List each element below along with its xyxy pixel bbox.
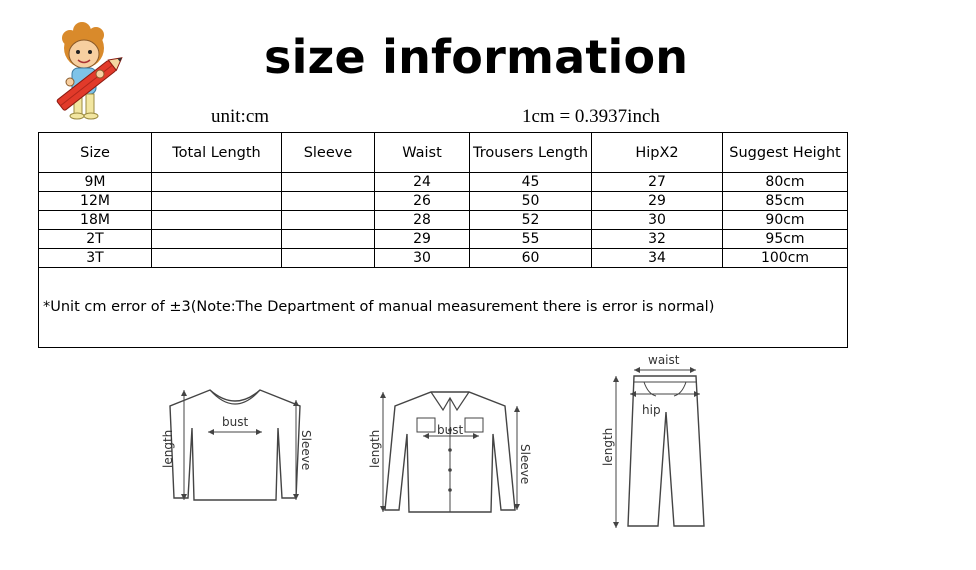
sweater-length-label: length bbox=[161, 429, 175, 468]
cell-suggest-height: 85cm bbox=[723, 192, 848, 211]
cell-waist: 24 bbox=[375, 173, 470, 192]
cell-hip: 32 bbox=[592, 230, 723, 249]
cell-waist: 28 bbox=[375, 211, 470, 230]
cell-trousers-length: 52 bbox=[470, 211, 592, 230]
table-row bbox=[39, 211, 848, 230]
cell-waist: 26 bbox=[375, 192, 470, 211]
shirt-length-label: length bbox=[368, 429, 382, 468]
pants-hip-label: hip bbox=[642, 403, 661, 417]
cell-waist: 29 bbox=[375, 230, 470, 249]
cell-total-length bbox=[152, 230, 282, 249]
kid-with-pencil-icon bbox=[48, 22, 132, 122]
cell-sleeve bbox=[282, 192, 375, 211]
shirt-sleeve-label: Sleeve bbox=[518, 444, 532, 485]
pants-measure-diagram bbox=[596, 350, 726, 540]
sweater-measure-diagram bbox=[150, 380, 320, 515]
cell-trousers-length: 60 bbox=[470, 249, 592, 268]
table-row bbox=[39, 192, 848, 211]
cell-sleeve bbox=[282, 173, 375, 192]
header-hip: HipX2 bbox=[592, 133, 723, 173]
cell-sleeve bbox=[282, 249, 375, 268]
cell-waist: 30 bbox=[375, 249, 470, 268]
page-title: size information bbox=[264, 30, 689, 84]
cell-size: 18M bbox=[39, 211, 152, 230]
sweater-bust-label: bust bbox=[222, 415, 249, 429]
measurement-note: *Unit cm error of ±3(Note:The Department of manual measurement there is error is normal) bbox=[39, 268, 848, 348]
unit-label: unit:cm bbox=[211, 106, 270, 127]
cell-size: 12M bbox=[39, 192, 152, 211]
cell-trousers-length: 50 bbox=[470, 192, 592, 211]
header-size: Size bbox=[39, 133, 152, 173]
cell-trousers-length: 45 bbox=[470, 173, 592, 192]
cell-total-length bbox=[152, 173, 282, 192]
cell-size: 9M bbox=[39, 173, 152, 192]
pants-outline bbox=[628, 376, 704, 526]
cell-hip: 34 bbox=[592, 249, 723, 268]
cell-size: 3T bbox=[39, 249, 152, 268]
table-row bbox=[39, 249, 848, 268]
pants-length-label: length bbox=[601, 427, 615, 466]
cell-total-length bbox=[152, 249, 282, 268]
header-waist: Waist bbox=[375, 133, 470, 173]
shirt-measure-diagram bbox=[365, 384, 535, 524]
header-sleeve: Sleeve bbox=[282, 133, 375, 173]
cell-hip: 27 bbox=[592, 173, 723, 192]
pants-waist-label: waist bbox=[648, 353, 680, 367]
size-table bbox=[38, 132, 848, 348]
cell-size: 2T bbox=[39, 230, 152, 249]
cell-suggest-height: 80cm bbox=[723, 173, 848, 192]
table-row bbox=[39, 173, 848, 192]
cell-suggest-height: 100cm bbox=[723, 249, 848, 268]
sweater-outline bbox=[170, 390, 300, 500]
cell-suggest-height: 95cm bbox=[723, 230, 848, 249]
cell-trousers-length: 55 bbox=[470, 230, 592, 249]
table-row bbox=[39, 230, 848, 249]
cell-total-length bbox=[152, 211, 282, 230]
cell-suggest-height: 90cm bbox=[723, 211, 848, 230]
cell-hip: 29 bbox=[592, 192, 723, 211]
sweater-sleeve-label: Sleeve bbox=[299, 430, 313, 471]
cell-sleeve bbox=[282, 230, 375, 249]
table-header-row bbox=[39, 133, 848, 173]
header-total-length: Total Length bbox=[152, 133, 282, 173]
header-suggest-height: Suggest Height bbox=[723, 133, 848, 173]
cell-sleeve bbox=[282, 211, 375, 230]
cell-hip: 30 bbox=[592, 211, 723, 230]
conversion-label: 1cm = 0.3937inch bbox=[522, 106, 660, 127]
note-row bbox=[39, 268, 848, 348]
cell-total-length bbox=[152, 192, 282, 211]
header-trousers-length: Trousers Length bbox=[470, 133, 592, 173]
shirt-bust-label: bust bbox=[437, 423, 464, 437]
